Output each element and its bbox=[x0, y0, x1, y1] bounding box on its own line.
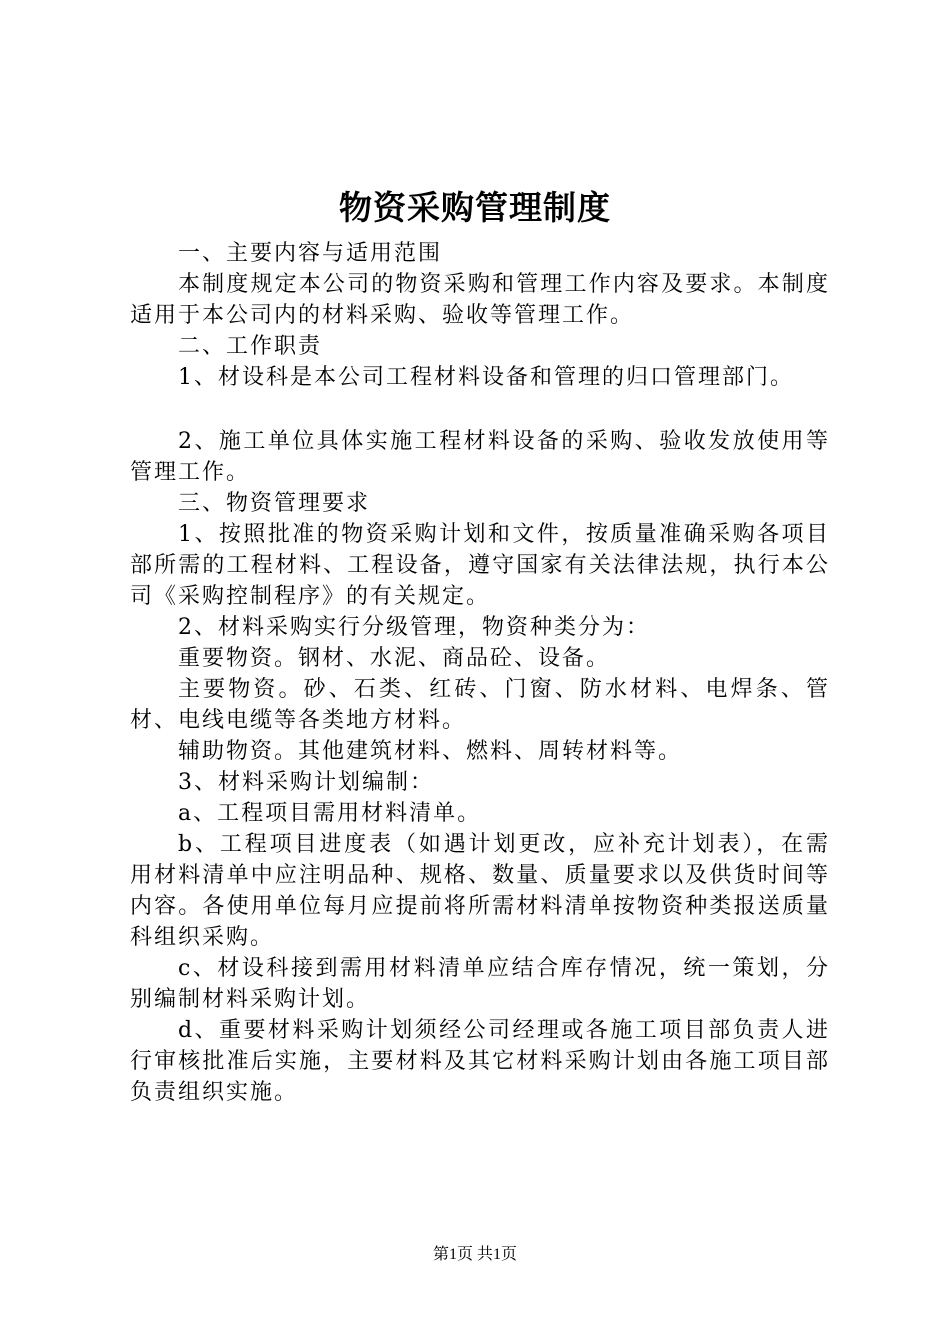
paragraph-scope: 本制度规定本公司的物资采购和管理工作内容及要求。本制度适用于本公司内的材料采购、验收等管理工作。 bbox=[130, 272, 830, 328]
paragraph-item-b: b、工程项目进度表（如遇计划更改，应补充计划表），在需用材料清单中应注明品种、规格、数量、质量要求以及供货时间等内容。各使用单位每月应提前将所需材料清单按物资种类报送质量科组织采购。 bbox=[130, 832, 830, 950]
paragraph-requirement-1: 1、按照批准的物资采购计划和文件，按质量准确采购各项目部所需的工程材料、工程设备，遵守国家有关法律法规，执行本公司《采购控制程序》的有关规定。 bbox=[130, 522, 830, 609]
document-title: 物资采购管理制度 bbox=[339, 188, 611, 227]
paragraph-item-c: c、材设科接到需用材料清单应结合库存情况，统一策划，分别编制材料采购计划。 bbox=[130, 956, 830, 1012]
paragraph-main-materials: 主要物资。砂、石类、红砖、门窗、防水材料、电焊条、管材、电线电缆等各类地方材料。 bbox=[130, 677, 830, 733]
paragraph-requirement-2: 2、材料采购实行分级管理，物资种类分为： bbox=[178, 615, 650, 640]
paragraph-duty-1: 1、材设科是本公司工程材料设备和管理的归口管理部门。 bbox=[178, 365, 794, 390]
paragraph-auxiliary-materials: 辅助物资。其他建筑材料、燃料、周转材料等。 bbox=[178, 739, 683, 764]
section-heading-duties: 二、工作职责 bbox=[178, 334, 323, 359]
paragraph-important-materials: 重要物资。钢材、水泥、商品砼、设备。 bbox=[178, 646, 611, 671]
paragraph-duty-2: 2、施工单位具体实施工程材料设备的采购、验收发放使用等管理工作。 bbox=[130, 429, 830, 485]
page-footer: 第1页 共1页 bbox=[432, 1246, 517, 1263]
paragraph-item-d: d、重要材料采购计划须经公司经理或各施工项目部负责人进行审核批准后实施，主要材料及其它材料采购计划由各施工项目部负责组织实施。 bbox=[130, 1018, 830, 1105]
section-heading-requirements: 三、物资管理要求 bbox=[178, 491, 371, 516]
section-heading-scope: 一、主要内容与适用范围 bbox=[178, 241, 443, 266]
paragraph-requirement-3: 3、材料采购计划编制： bbox=[178, 770, 434, 795]
document-body bbox=[130, 238, 830, 1108]
paragraph-item-a: a、工程项目需用材料清单。 bbox=[178, 801, 482, 826]
